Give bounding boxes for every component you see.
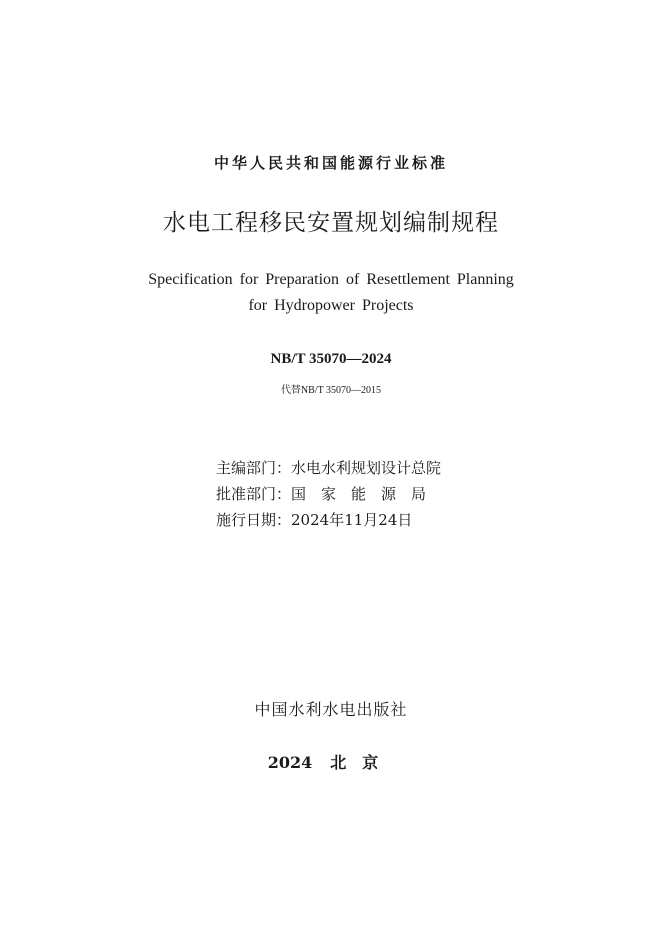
effective-date-row <box>216 509 616 530</box>
publisher: 中国水利水电出版社 <box>254 700 408 719</box>
approver-label: 批准部门： <box>216 485 292 503</box>
imprint <box>0 750 662 773</box>
chief-editor-label: 主编部门： <box>216 459 292 477</box>
document-title-english-line2: for Hydropower Projects <box>248 297 414 314</box>
approver-row <box>216 483 616 504</box>
industry-standard-heading: 中华人民共和国能源行业标准 <box>213 154 448 172</box>
effective-date-value: 2024年11月24日 <box>291 511 413 529</box>
imprint-year: 2024 <box>267 753 313 772</box>
standard-number: NB/T 35070—2024 <box>270 351 392 367</box>
approver-value: 国家能源局 <box>291 485 442 503</box>
effective-date-label: 施行日期： <box>216 511 292 529</box>
chief-editor-value: 水电水利规划设计总院 <box>291 459 442 477</box>
imprint-city: 北京 <box>330 753 395 772</box>
document-title-chinese: 水电工程移民安置规划编制规程 <box>163 210 499 236</box>
chief-editor-row <box>216 457 616 478</box>
document-title-english-line1: Specification for Preparation of Resettlement Planning <box>148 271 514 288</box>
replaces-standard: 代替NB/T 35070—2015 <box>280 385 382 396</box>
